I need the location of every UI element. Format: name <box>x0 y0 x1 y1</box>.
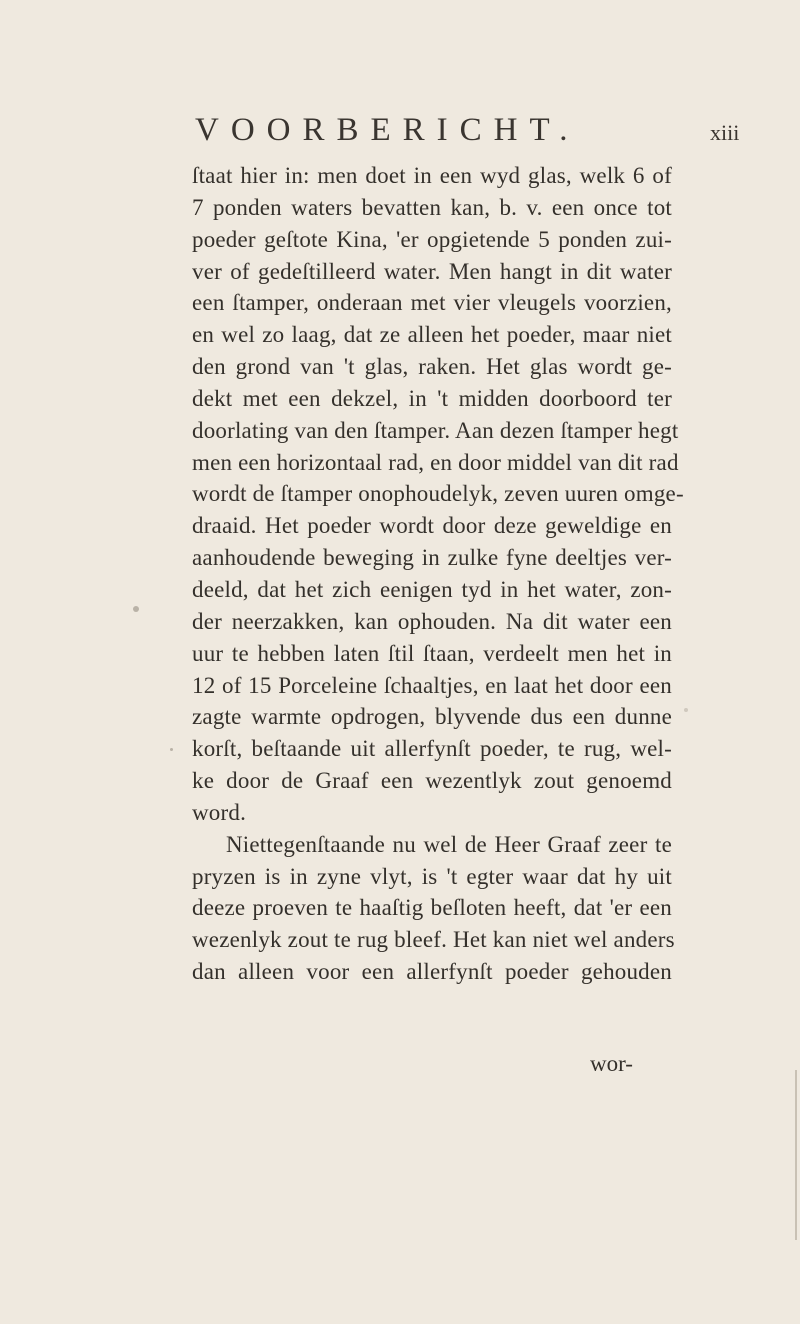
text-line: uur te hebben laten ſtil ſtaan, verdeelt men het in <box>192 640 672 666</box>
text-line: dan alleen voor een allerfynſt poeder gehouden <box>192 959 672 985</box>
text-line: ke door de Graaf een wezentlyk zout genoemd <box>192 768 672 794</box>
text-line: aanhoudende beweging in zulke fyne deeltjes ver- <box>192 545 672 571</box>
text-line: ſtaat hier in: men doet in een wyd glas, welk 6 of <box>192 163 672 188</box>
text-line: den grond van 't glas, raken. Het glas wordt ge- <box>192 354 672 380</box>
text-line: deeze proeven te haaſtig beſloten heeft, dat 'er een <box>192 895 672 921</box>
text-line: poeder geſtote Kina, 'er opgietende 5 ponden zui- <box>192 226 672 252</box>
text-line: 7 ponden waters bevatten kan, b. v. een once tot <box>192 194 672 220</box>
text-line: doorlating van den ſtamper. Aan dezen ſtamper hegt <box>192 417 679 443</box>
text-line: men een horizontaal rad, en door middel van dit rad <box>192 449 679 475</box>
body-text <box>192 160 684 988</box>
paper-speck <box>133 606 139 612</box>
text-line: een ſtamper, onderaan met vier vleugels voorzien, <box>192 290 672 316</box>
text-line: wordt de ſtamper onophoudelyk, zeven uuren omge- <box>192 481 684 507</box>
text-line: dekt met een dekzel, in 't midden doorboord ter <box>192 385 672 411</box>
text-line: der neerzakken, kan ophouden. Na dit water een <box>192 608 672 634</box>
text-line: korſt, beſtaande uit allerfynſt poeder, te rug, wel- <box>192 736 672 762</box>
page-number: xiii <box>710 120 740 145</box>
page-edge-mark <box>795 1070 797 1240</box>
paper-speck <box>170 748 173 751</box>
running-head: VOORBERICHT. <box>195 112 580 148</box>
paragraph-first-line: Niettegenſtaande nu wel de Heer Graaf zeer te <box>226 831 672 857</box>
catchword: wor- <box>590 1051 633 1076</box>
text-line: ver of gedeſtilleerd water. Men hangt in dit water <box>192 258 672 284</box>
paper-speck <box>684 708 688 712</box>
text-line: en wel zo laag, dat ze alleen het poeder, maar niet <box>192 322 672 348</box>
text-line: word. <box>192 799 247 825</box>
text-line: zagte warmte opdrogen, blyvende dus een dunne <box>192 704 672 730</box>
text-line: deeld, dat het zich eenigen tyd in het water, zon- <box>192 576 672 602</box>
text-line: 12 of 15 Porceleine ſchaaltjes, en laat het door een <box>192 672 672 698</box>
text-line: wezenlyk zout te rug bleef. Het kan niet wel anders <box>192 927 675 953</box>
text-line: pryzen is in zyne vlyt, is 't egter waar dat hy uit <box>192 863 672 889</box>
text-line: draaid. Het poeder wordt door deze geweldige en <box>192 513 672 539</box>
